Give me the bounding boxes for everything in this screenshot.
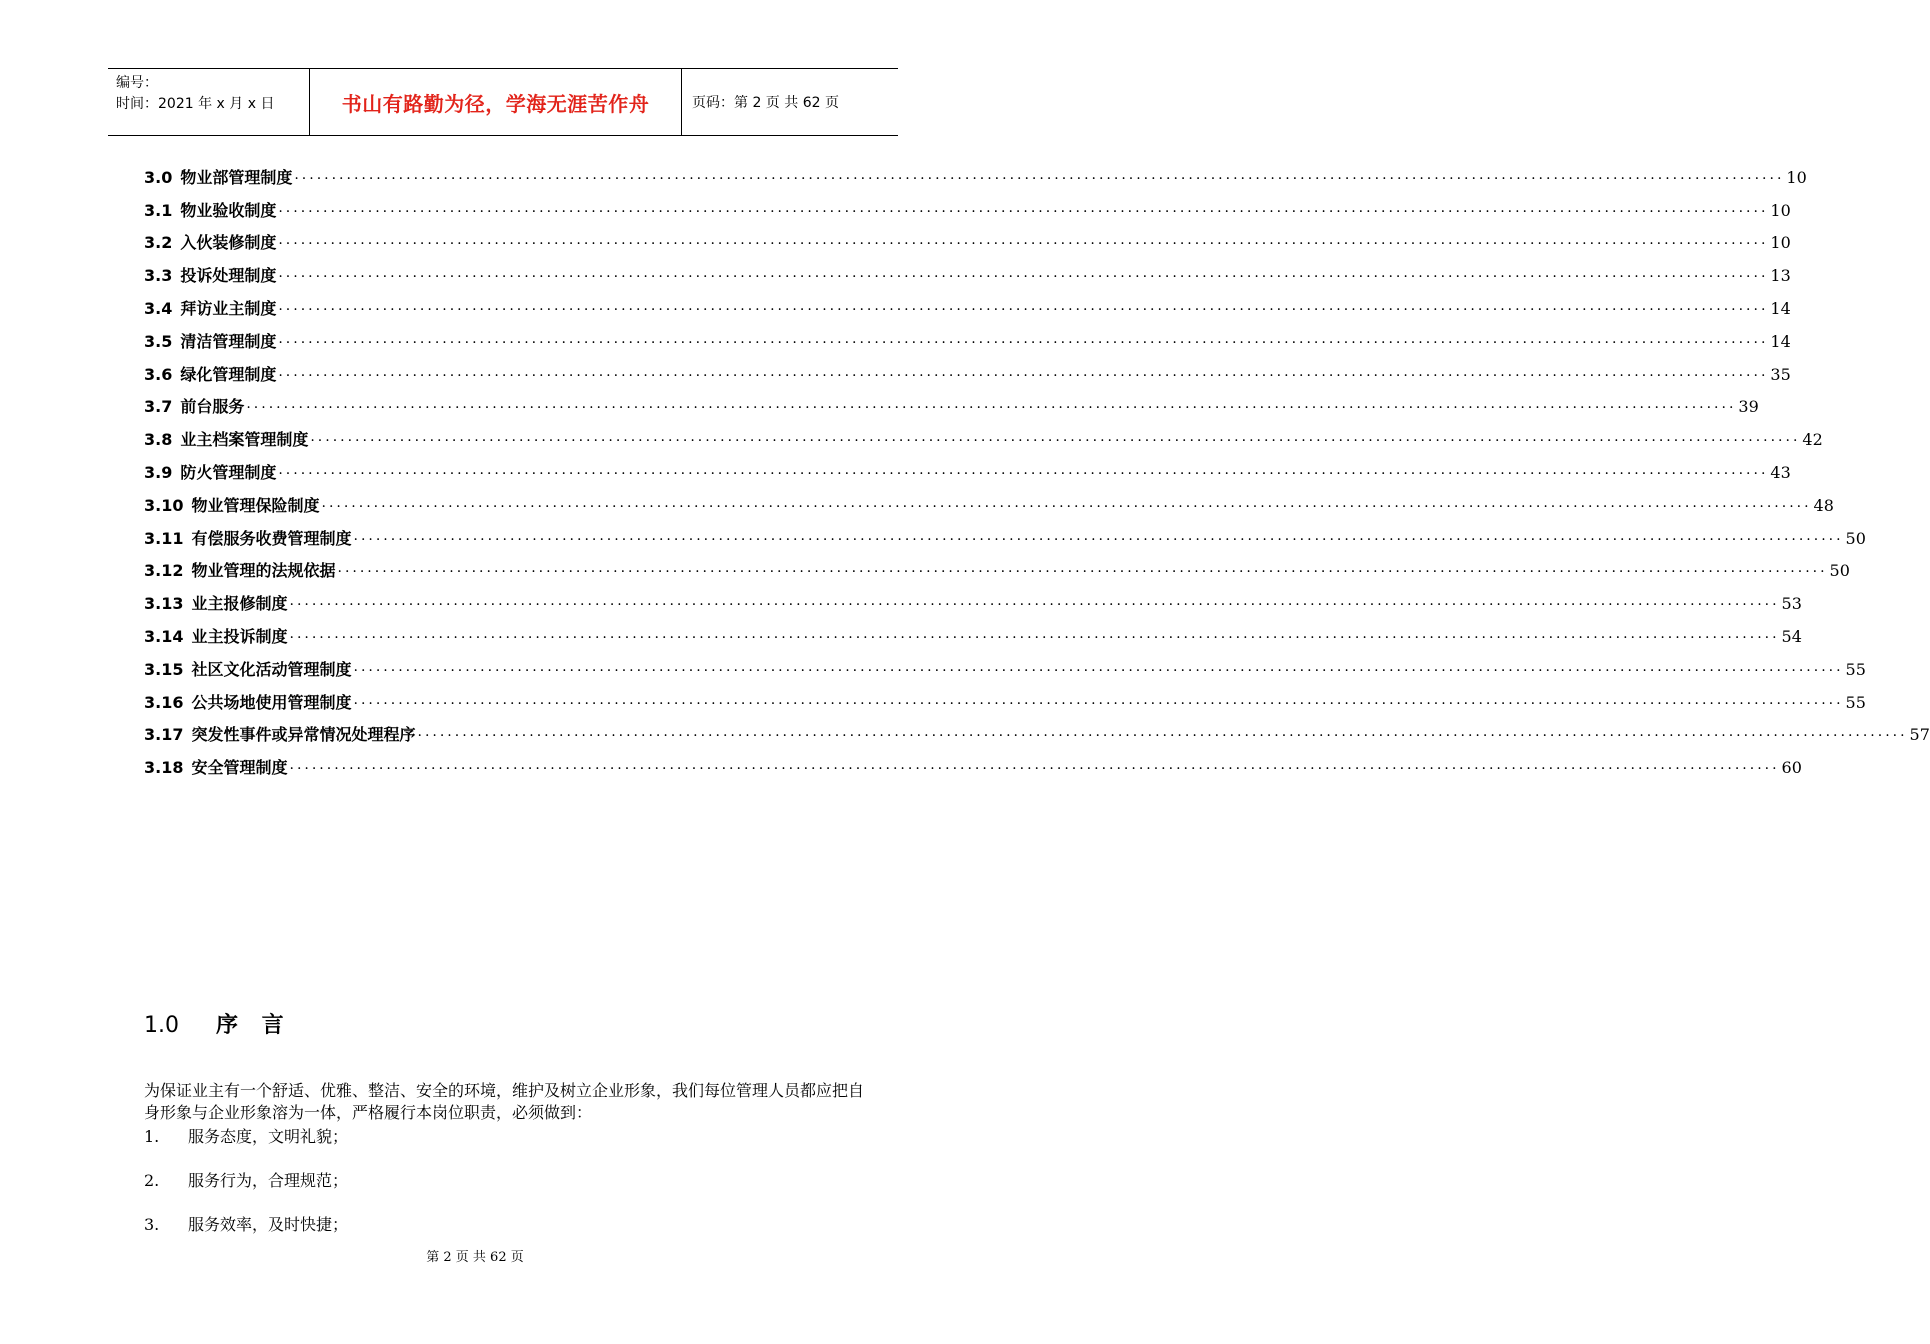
toc-entry-title: 物业管理的法规依据 (191, 561, 336, 581)
toc-entry-number: 3.2 (144, 233, 173, 253)
toc-entry-page: 54 (1781, 626, 1802, 646)
toc-entry-number: 3.4 (144, 298, 173, 318)
toc-entry-title: 前台服务 (180, 397, 245, 417)
toc-leader-dots: ........................................................................................................................................................................................................ (246, 396, 1737, 413)
toc-entry[interactable] (144, 222, 1791, 255)
toc-entry[interactable] (144, 418, 1823, 451)
toc-entry-title: 突发性事件或异常情况处理程序 (191, 725, 416, 745)
toc-entry[interactable] (144, 615, 1802, 648)
toc-leader-dots: ........................................................................................................................................................................................................ (289, 757, 1780, 774)
toc-entry-page: 13 (1770, 266, 1791, 286)
toc-entry-page: 10 (1786, 167, 1807, 187)
toc-entry-page: 48 (1813, 495, 1834, 515)
section-number: 1.0 (144, 1013, 179, 1038)
page-header (108, 68, 898, 136)
header-time-label: 时间：2021 年 x 月 x 日 (116, 96, 275, 112)
toc-entry-number: 3.11 (144, 528, 184, 548)
toc-entry-number: 3.5 (144, 331, 173, 351)
toc-entry[interactable] (144, 582, 1802, 615)
list-item-number: 3. (144, 1215, 160, 1234)
toc-leader-dots: ........................................................................................................................................................................................................ (278, 363, 1769, 380)
toc-leader-dots: ........................................................................................................................................................................................................ (310, 429, 1801, 446)
toc-entry-number: 3.13 (144, 594, 184, 614)
toc-leader-dots: ........................................................................................................................................................................................................ (337, 560, 1828, 577)
table-of-contents (144, 156, 1930, 779)
toc-entry[interactable] (144, 386, 1759, 419)
toc-leader-dots: ........................................................................................................................................................................................................ (321, 494, 1812, 511)
toc-entry-title: 安全管理制度 (191, 758, 288, 778)
toc-entry-number: 3.16 (144, 692, 184, 712)
header-motto: 书山有路勤为径，学海无涯苦作舟 (310, 69, 682, 135)
toc-entry[interactable] (144, 287, 1791, 320)
toc-entry-title: 有偿服务收费管理制度 (191, 528, 352, 548)
toc-entry-number: 3.17 (144, 725, 184, 745)
list-item-text: 服务态度，文明礼貌； (188, 1127, 349, 1146)
toc-entry-title: 绿化管理制度 (180, 364, 277, 384)
toc-leader-dots: ........................................................................................................................................................................................................ (294, 166, 1785, 183)
toc-entry[interactable] (144, 156, 1807, 189)
toc-leader-dots: ........................................................................................................................................................................................................ (289, 593, 1780, 610)
list-item (144, 1170, 844, 1214)
list-item-number: 1. (144, 1127, 160, 1146)
toc-entry-number: 3.7 (144, 397, 173, 417)
toc-leader-dots: ........................................................................................................................................................................................................ (278, 330, 1769, 347)
toc-entry-number: 3.9 (144, 462, 173, 482)
list-item-number: 2. (144, 1171, 160, 1190)
toc-entry-number: 3.10 (144, 495, 184, 515)
toc-entry-number: 3.8 (144, 430, 173, 450)
toc-leader-dots: ........................................................................................................................................................................................................ (278, 265, 1769, 282)
toc-entry[interactable] (144, 714, 1930, 747)
requirements-list (144, 1126, 844, 1258)
toc-entry-page: 53 (1781, 594, 1802, 614)
toc-entry[interactable] (144, 550, 1850, 583)
toc-entry-number: 3.14 (144, 626, 184, 646)
list-item (144, 1126, 844, 1170)
header-page-info: 页码：第 2 页 共 62 页 (692, 95, 839, 111)
toc-entry-page: 55 (1845, 659, 1866, 679)
toc-entry-title: 物业部管理制度 (180, 167, 293, 187)
toc-leader-dots: ........................................................................................................................................................................................................ (353, 658, 1844, 675)
toc-entry[interactable] (144, 451, 1791, 484)
toc-entry-title: 公共场地使用管理制度 (191, 692, 352, 712)
toc-leader-dots: ........................................................................................................................................................................................................ (353, 691, 1844, 708)
toc-leader-dots: ........................................................................................................................................................................................................ (278, 297, 1769, 314)
toc-entry-page: 50 (1829, 561, 1850, 581)
toc-entry-number: 3.6 (144, 364, 173, 384)
toc-entry-title: 业主档案管理制度 (180, 430, 309, 450)
toc-entry-title: 拜访业主制度 (180, 298, 277, 318)
toc-entry-title: 入伙装修制度 (180, 233, 277, 253)
page-footer: 第 2 页 共 62 页 (426, 1250, 524, 1265)
toc-entry-title: 清洁管理制度 (180, 331, 277, 351)
toc-entry[interactable] (144, 353, 1791, 386)
toc-entry-page: 57 (1909, 725, 1930, 745)
toc-entry-title: 业主投诉制度 (191, 626, 288, 646)
toc-entry-page: 39 (1738, 397, 1759, 417)
toc-entry-title: 物业验收制度 (180, 200, 277, 220)
toc-entry-page: 60 (1781, 758, 1802, 778)
toc-entry-title: 防火管理制度 (180, 462, 277, 482)
toc-entry[interactable] (144, 320, 1791, 353)
toc-entry-title: 业主报修制度 (191, 594, 288, 614)
toc-entry-title: 社区文化活动管理制度 (191, 659, 352, 679)
toc-entry[interactable] (144, 484, 1834, 517)
toc-leader-dots: ........................................................................................................................................................................................................ (353, 527, 1844, 544)
section-heading (144, 1008, 292, 1039)
intro-paragraph: 为保证业主有一个舒适、优雅、整洁、安全的环境，维护及树立企业形象，我们每位管理人员都应把自身形象与企业形象溶为一体，严格履行本岗位职责，必须做到： (144, 1081, 865, 1122)
toc-leader-dots: ........................................................................................................................................................................................................ (289, 625, 1780, 642)
toc-entry[interactable] (144, 746, 1802, 779)
toc-entry[interactable] (144, 254, 1791, 287)
header-meta (108, 69, 310, 135)
toc-entry-page: 10 (1770, 233, 1791, 253)
toc-entry-number: 3.3 (144, 266, 173, 286)
toc-entry-page: 10 (1770, 200, 1791, 220)
header-number-label: 编号： (116, 75, 158, 91)
toc-entry[interactable] (144, 517, 1866, 550)
toc-entry-title: 物业管理保险制度 (191, 495, 320, 515)
toc-entry[interactable] (144, 648, 1866, 681)
toc-entry-number: 3.15 (144, 659, 184, 679)
toc-leader-dots: ........................................................................................................................................................................................................ (278, 461, 1769, 478)
toc-entry-page: 55 (1845, 692, 1866, 712)
toc-entry[interactable] (144, 189, 1791, 222)
toc-leader-dots: ........................................................................................................................................................................................................ (278, 232, 1769, 249)
toc-entry-title: 投诉处理制度 (180, 266, 277, 286)
toc-entry-number: 3.0 (144, 167, 173, 187)
toc-entry-page: 35 (1770, 364, 1791, 384)
toc-entry-number: 3.12 (144, 561, 184, 581)
toc-entry-page: 42 (1802, 430, 1823, 450)
toc-entry-page: 43 (1770, 462, 1791, 482)
toc-entry-page: 14 (1770, 331, 1791, 351)
toc-leader-dots: ........................................................................................................................................................................................................ (278, 199, 1769, 216)
section-title: 序 言 (216, 1013, 292, 1038)
toc-entry-page: 50 (1845, 528, 1866, 548)
list-item-text: 服务行为，合理规范； (188, 1171, 349, 1190)
toc-entry-page: 14 (1770, 298, 1791, 318)
toc-entry-number: 3.18 (144, 758, 184, 778)
list-item-text: 服务效率，及时快捷； (188, 1215, 349, 1234)
toc-leader-dots: ........................................................................................................................................................................................................ (417, 724, 1908, 741)
toc-entry[interactable] (144, 681, 1866, 714)
toc-entry-number: 3.1 (144, 200, 173, 220)
